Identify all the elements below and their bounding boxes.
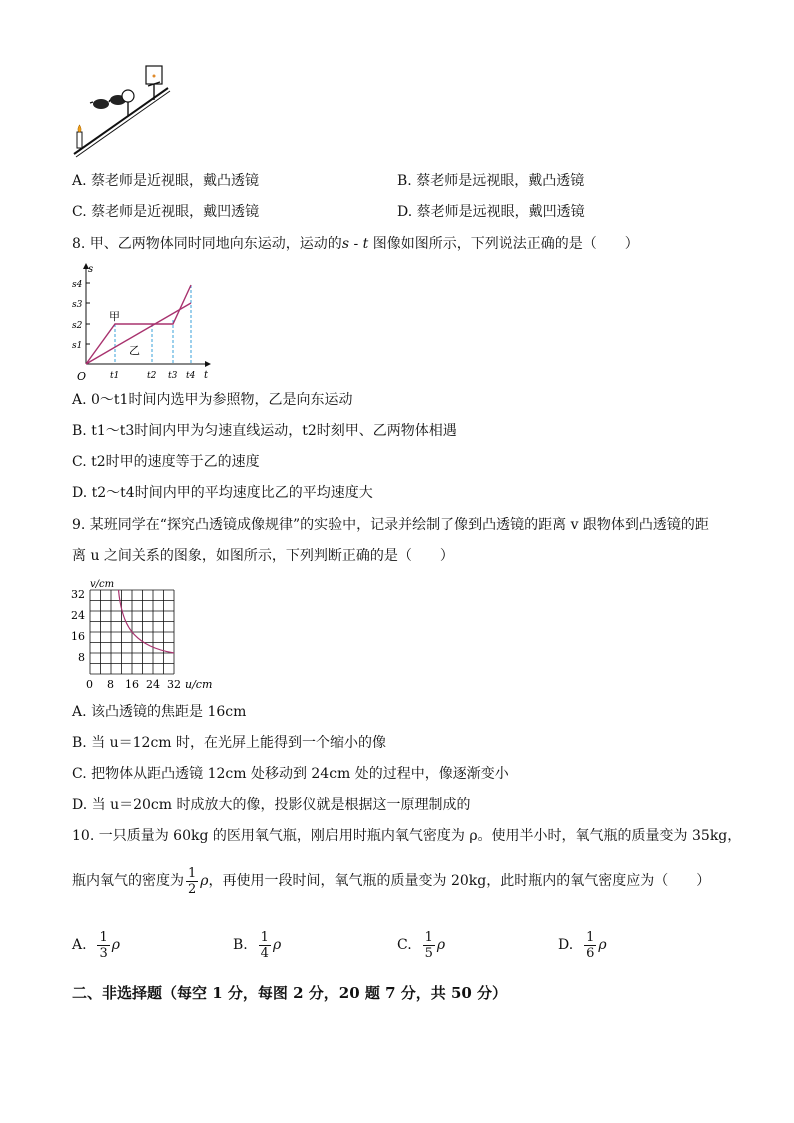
q9-option-a[interactable]: A. 该凸透镜的焦距是 16cm [72, 704, 247, 720]
q7-option-d[interactable]: D. 蔡老师是远视眼，戴凹透镜 [397, 204, 585, 220]
q9-option-b[interactable]: B. 当 u＝12cm 时，在光屏上能得到一个缩小的像 [72, 735, 387, 751]
q8-x-tick-t2: t2 [147, 371, 157, 381]
q9-x-tick-32: 32 [167, 678, 181, 691]
q9-option-c[interactable]: C. 把物体从距凸透镜 12cm 处移动到 24cm 处的过程中，像逐渐变小 [72, 766, 509, 782]
q8-x-tick-t4: t4 [186, 371, 196, 381]
q8-y-axis-label: s [88, 264, 94, 275]
q9-y-tick-24: 24 [71, 609, 85, 622]
q9-x-tick-24: 24 [146, 678, 160, 691]
section2-title: 二、非选择题（每空 1 分，每图 2 分，20 题 7 分，共 50 分） [72, 984, 508, 1002]
q9-y-tick-8: 8 [78, 651, 85, 664]
q9-y-tick-16: 16 [71, 630, 85, 643]
q8-label-yi: 乙 [129, 344, 140, 357]
q7-option-c[interactable]: C. 蔡老师是近视眼，戴凹透镜 [72, 204, 260, 220]
q9-x-tick-8: 8 [107, 678, 114, 691]
q10-option-c[interactable]: C. $\frac{1}{5}$ ρ [397, 929, 446, 961]
q8-option-a[interactable]: A. 0～t1时间内选甲为参照物，乙是向东运动 [72, 392, 353, 408]
q8-x-axis-label: t [204, 370, 209, 381]
q8-stem: 8. 甲、乙两物体同时同地向东运动，运动的s - t 图像如图所示，下列说法正确的是（ ） [72, 236, 639, 252]
q9-x-tick-0: 0 [86, 678, 93, 691]
q7-option-b[interactable]: B. 蔡老师是远视眼，戴凸透镜 [397, 173, 585, 189]
q10-option-a[interactable]: A. $\frac{1}{3}$ ρ [72, 929, 120, 961]
q9-stem-line2: 离 u 之间关系的图象，如图所示，下列判断正确的是（ ） [72, 548, 454, 564]
q8-label-jia: 甲 [109, 310, 120, 323]
q10-option-d[interactable]: D. $\frac{1}{6}$ ρ [558, 929, 607, 961]
q7-option-a[interactable]: A. 蔡老师是近视眼，戴凸透镜 [72, 173, 260, 189]
q8-y-tick-s2: s2 [72, 321, 83, 331]
q10-option-b[interactable]: B. $\frac{1}{4}$ ρ [233, 929, 282, 961]
q9-x-tick-16: 16 [125, 678, 139, 691]
q8-y-tick-s3: s3 [72, 300, 83, 310]
q8-x-tick-t3: t3 [168, 371, 178, 381]
q10-stem-line1: 10. 一只质量为 60kg 的医用氧气瓶，刚启用时瓶内氧气密度为 ρ。使用半小时，氧气瓶的质量变为 35kg， [72, 828, 742, 844]
q8-origin-label: O [77, 370, 87, 383]
q8-option-c[interactable]: C. t2时甲的速度等于乙的速度 [72, 454, 260, 470]
q9-x-label: u/cm [185, 678, 213, 691]
q9-y-label: v/cm [90, 579, 115, 590]
q9-v-u-chart [68, 576, 228, 694]
q9-stem-line1: 9. 某班同学在“探究凸透镜成像规律”的实验中，记录并绘制了像到凸透镜的距离 v 跟物体到凸透镜的距 [72, 517, 709, 533]
q9-y-tick-32: 32 [71, 588, 85, 601]
q10-stem-line2: 瓶内氧气的密度为 $\frac{1}{2}$ ρ，再使用一段时间，氧气瓶的质量变为 20kg，此时瓶内的氧气密度应为（ ） [72, 865, 711, 897]
q8-y-tick-s4: s4 [72, 280, 83, 290]
q8-s-t-graph [68, 258, 218, 384]
q7-optical-bench-figure [68, 62, 178, 162]
q10-half-fraction: $\frac{1}{2}$ [188, 865, 197, 897]
q9-option-d[interactable]: D. 当 u＝20cm 时成放大的像，投影仪就是根据这一原理制成的 [72, 797, 471, 813]
q8-x-tick-t1: t1 [110, 371, 120, 381]
q8-option-b[interactable]: B. t1～t3时间内甲为匀速直线运动，t2时刻甲、乙两物体相遇 [72, 423, 457, 439]
q8-option-d[interactable]: D. t2～t4时间内甲的平均速度比乙的平均速度大 [72, 485, 373, 501]
q8-y-tick-s1: s1 [72, 341, 83, 351]
